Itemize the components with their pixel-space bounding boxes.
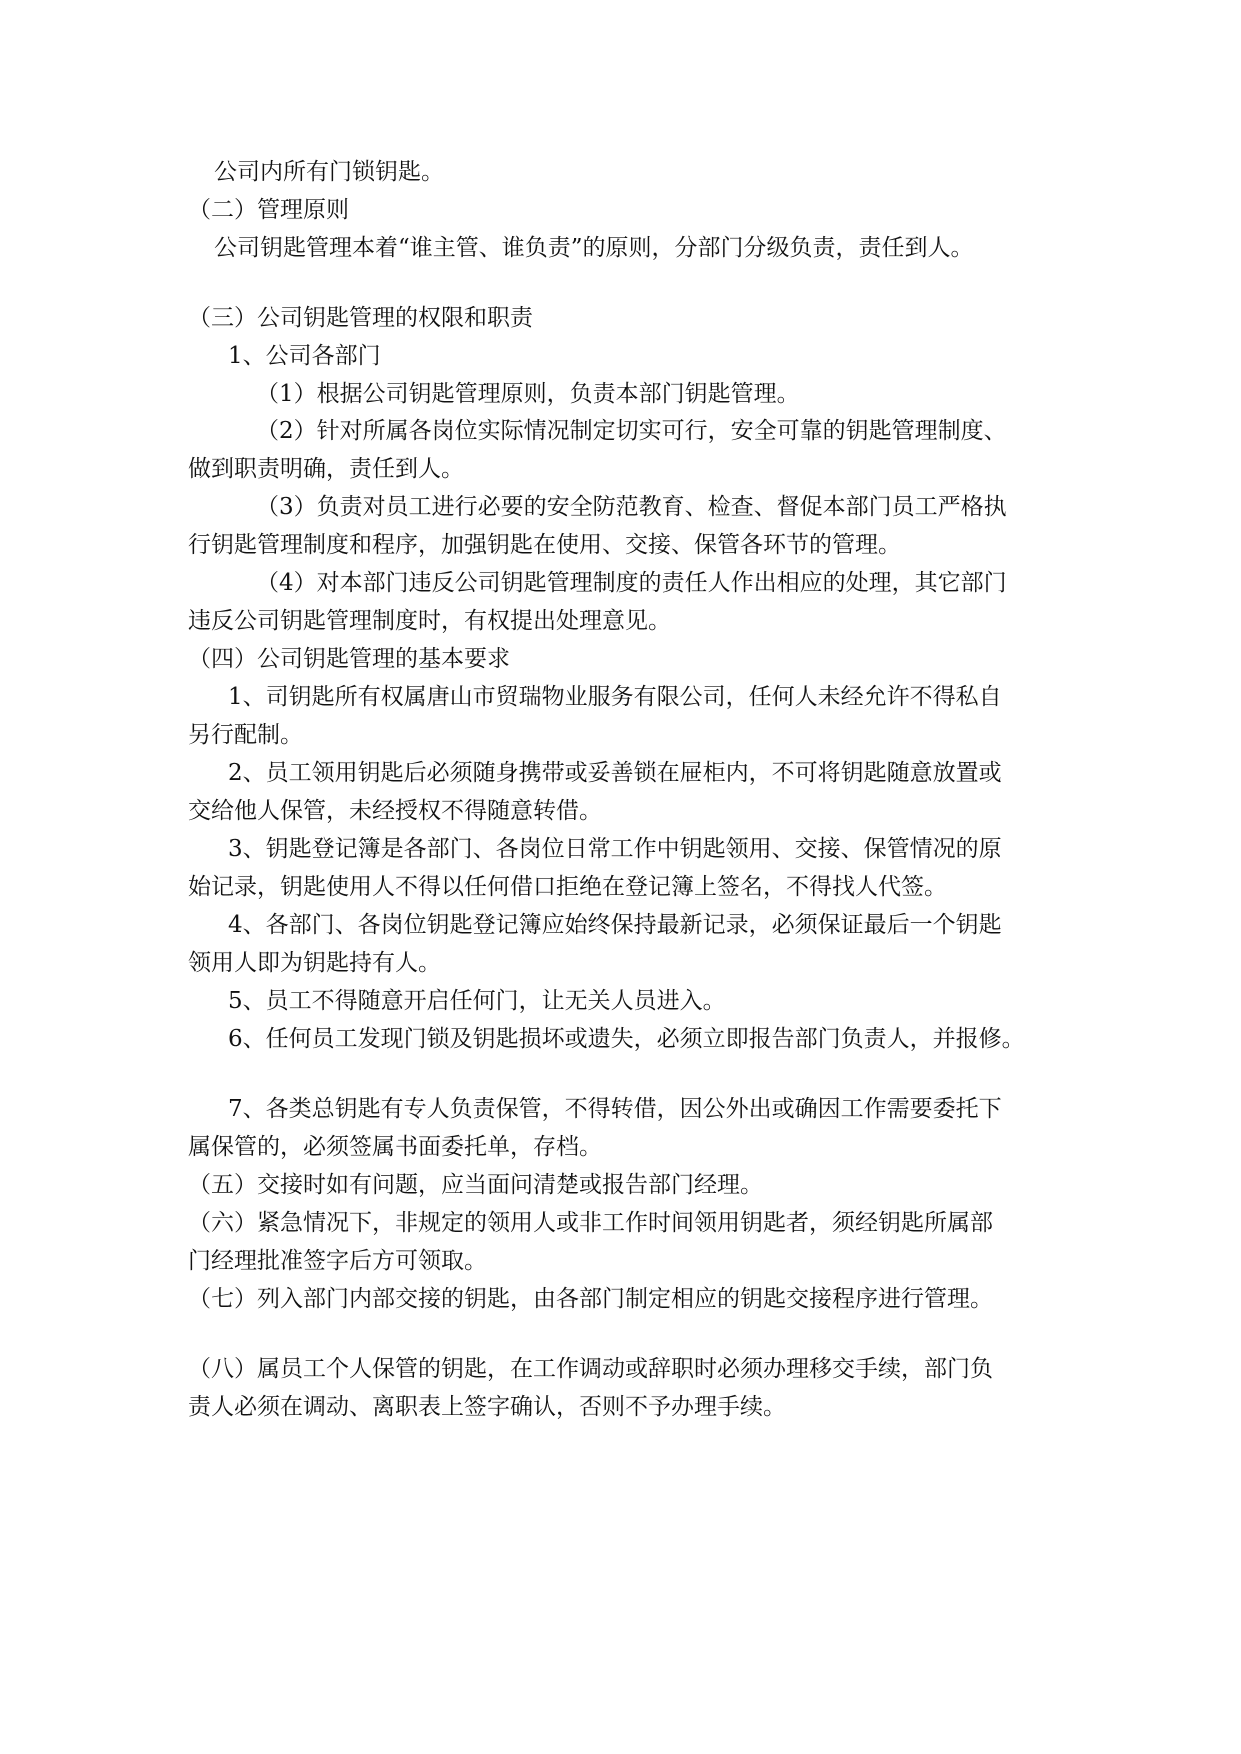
text-line: 2、员工领用钥匙后必须随身携带或妥善锁在屉柜内，不可将钥匙随意放置或	[228, 760, 1002, 786]
text-line: 领用人即为钥匙持有人。	[188, 950, 441, 976]
text-line: 1、司钥匙所有权属唐山市贸瑞物业服务有限公司，任何人未经允许不得私自	[228, 684, 1002, 710]
subsection-heading: 1、公司各部门	[228, 343, 381, 369]
text-line: 5、员工不得随意开启任何门，让无关人员进入。	[228, 988, 726, 1014]
section-heading: （四）公司钥匙管理的基本要求	[188, 646, 510, 672]
section-heading: （七）列入部门内部交接的钥匙，由各部门制定相应的钥匙交接程序进行管理。	[188, 1286, 993, 1312]
section-heading: （五）交接时如有问题，应当面问清楚或报告部门经理。	[188, 1172, 763, 1198]
text-line: （2）针对所属各岗位实际情况制定切实可行，安全可靠的钥匙管理制度、	[256, 418, 1007, 444]
text-line: 另行配制。	[188, 722, 303, 748]
text-line: 始记录，钥匙使用人不得以任何借口拒绝在登记簿上签名，不得找人代签。	[188, 874, 947, 900]
text-line: 行钥匙管理制度和程序，加强钥匙在使用、交接、保管各环节的管理。	[188, 532, 901, 558]
text-line: 责人必须在调动、离职表上签字确认，否则不予办理手续。	[188, 1394, 786, 1420]
section-heading: （六）紧急情况下，非规定的领用人或非工作时间领用钥匙者，须经钥匙所属部	[188, 1210, 993, 1236]
text-line: 交给他人保管，未经授权不得随意转借。	[188, 798, 602, 824]
text-line: 公司内所有门锁钥匙。	[214, 159, 444, 185]
section-heading: （二）管理原则	[188, 197, 349, 223]
text-line: （3）负责对员工进行必要的安全防范教育、检查、督促本部门员工严格执	[256, 494, 1007, 520]
section-heading: （八）属员工个人保管的钥匙，在工作调动或辞职时必须办理移交手续，部门负	[188, 1356, 993, 1382]
text-line: 做到职责明确，责任到人。	[188, 456, 464, 482]
section-heading: （三）公司钥匙管理的权限和职责	[188, 305, 533, 331]
text-line: 公司钥匙管理本着“谁主管、谁负责”的原则，分部门分级负责，责任到人。	[214, 235, 974, 261]
text-line: （1）根据公司钥匙管理原则，负责本部门钥匙管理。	[256, 381, 800, 407]
text-line: 属保管的，必须签属书面委托单，存档。	[188, 1134, 602, 1160]
text-line: 7、各类总钥匙有专人负责保管，不得转借，因公外出或确因工作需要委托下	[228, 1096, 1002, 1122]
text-line: 6、任何员工发现门锁及钥匙损坏或遗失，必须立即报告部门负责人，并报修。	[228, 1026, 1025, 1052]
text-line: 4、各部门、各岗位钥匙登记簿应始终保持最新记录，必须保证最后一个钥匙	[228, 912, 1002, 938]
text-line: 门经理批准签字后方可领取。	[188, 1248, 487, 1274]
text-line: 3、钥匙登记簿是各部门、各岗位日常工作中钥匙领用、交接、保管情况的原	[228, 836, 1002, 862]
text-line: 违反公司钥匙管理制度时，有权提出处理意见。	[188, 608, 671, 634]
text-line: （4）对本部门违反公司钥匙管理制度的责任人作出相应的处理，其它部门	[256, 570, 1007, 596]
